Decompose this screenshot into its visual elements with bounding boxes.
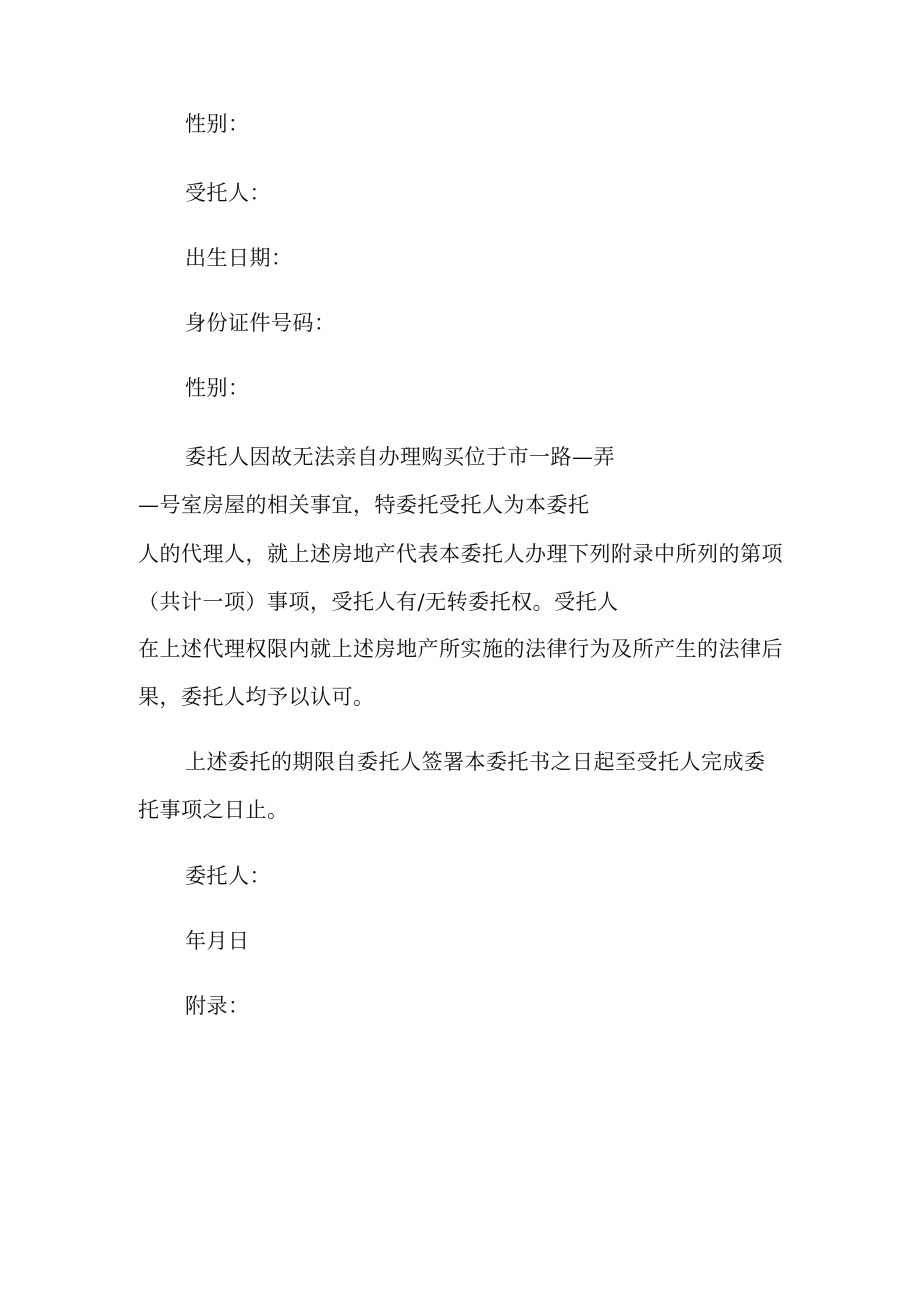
date-label: 年月日 [185, 929, 250, 953]
id-number-label: 身份证件号码： [185, 311, 336, 335]
appendix-label: 附录： [185, 994, 250, 1018]
birth-date-label: 出生日期： [185, 246, 293, 270]
paragraph-1-line-3: 人的代理人，就上述房地产代表本委托人办理下列附录中所列的第项 [138, 542, 783, 566]
gender-label-2: 性别： [185, 376, 250, 400]
paragraph-1-line-1: 委托人因故无法亲自办理购买位于市一路—弄 [185, 445, 615, 469]
trustee-label: 受托人： [185, 181, 271, 205]
paragraph-2-line-1: 上述委托的期限自委托人签署本委托书之日起至受托人完成委 [185, 750, 766, 774]
paragraph-1-line-6: 果，委托人均予以认可。 [138, 685, 375, 709]
paragraph-1-line-5: 在上述代理权限内就上述房地产所实施的法律行为及所产生的法律后 [138, 637, 783, 661]
paragraph-2-line-2: 托事项之日止。 [138, 798, 289, 822]
gender-label-1: 性别： [185, 112, 250, 136]
principal-signature-label: 委托人： [185, 864, 271, 888]
paragraph-1-line-4: （共计一项）事项，受托人有/无转委托权。受托人 [138, 590, 619, 614]
paragraph-1-line-2: —号室房屋的相关事宜，特委托受托人为本委托 [138, 493, 590, 517]
